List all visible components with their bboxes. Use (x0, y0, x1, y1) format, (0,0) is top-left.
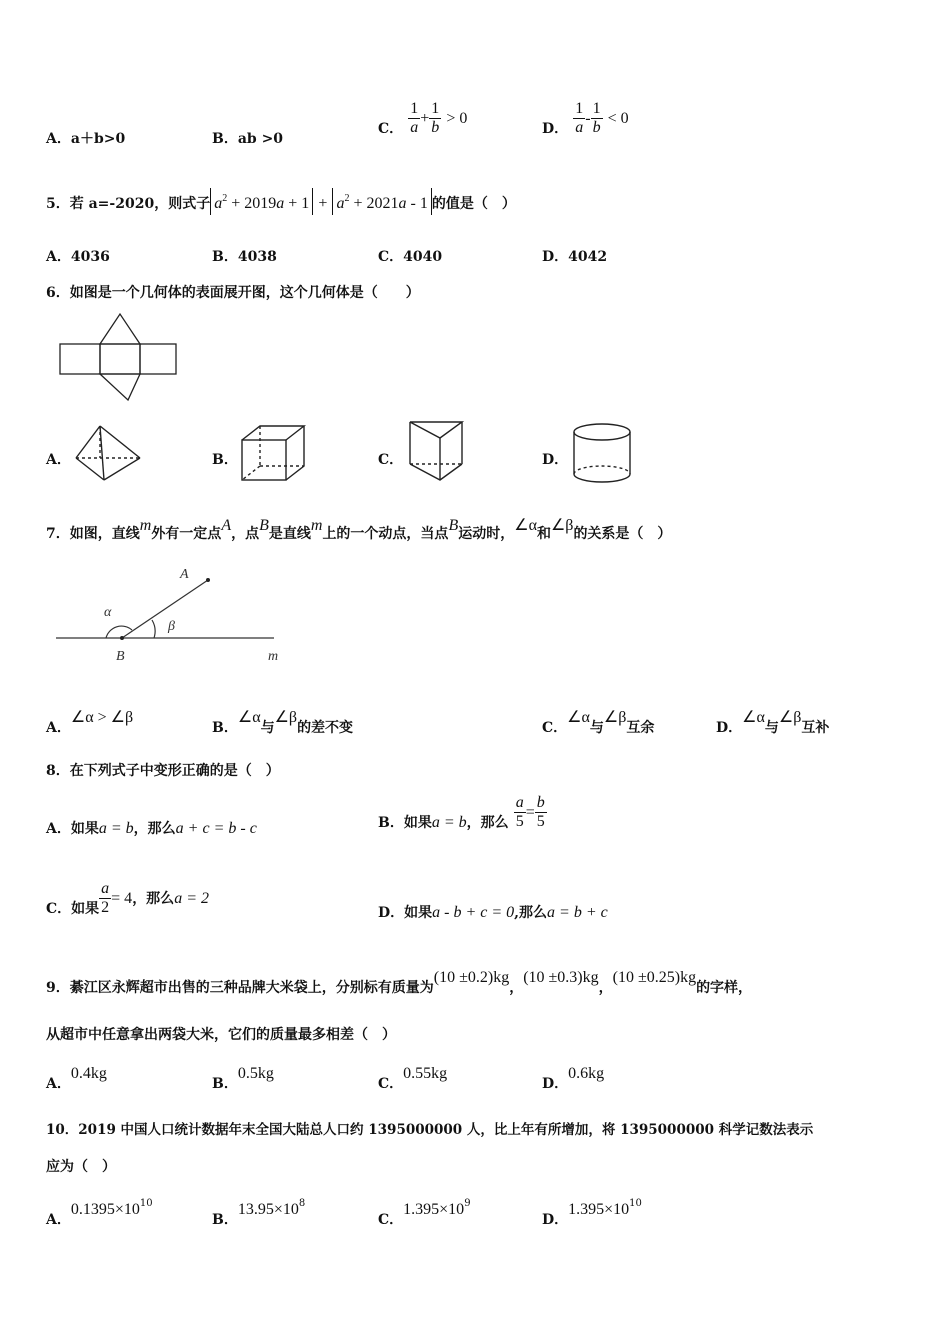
q9-option-c: C．0.55kg (378, 1065, 448, 1092)
triangular-prism-figure (406, 418, 468, 484)
line-m: m (310, 517, 323, 534)
q5-option-d: D．4042 (542, 249, 608, 265)
q5-stem (46, 188, 516, 215)
point-b: B (259, 517, 269, 534)
option-letter: B． (212, 131, 238, 147)
relation: > 0 (446, 110, 468, 127)
net-triangle-bottom (100, 374, 140, 400)
fraction-1-over-a: $\frac{1}{a}$ (575, 100, 584, 136)
q7-stem: 7．如图，直线m外有一定点A，点B是直线m上的一个动点，当点B运动时，∠α和∠β的关系是（ ） (46, 517, 672, 542)
q6-option-a-letter: A． (46, 452, 71, 468)
fraction-1-over-b: $\frac{1}{b}$ (431, 100, 440, 136)
stem-text: 的值是（ ） (431, 196, 516, 212)
q5-option-c: C．4040 (378, 249, 443, 265)
point-b: B (448, 517, 459, 534)
abs-expression-2: $a^2 + 2021a - 1$ (332, 188, 431, 215)
figure-label-m: m (268, 649, 279, 664)
q7-option-c: C．∠α与∠β互余 (542, 709, 655, 736)
q9-option-a: A．0.4kg (46, 1065, 107, 1092)
option-letter: C． (378, 121, 404, 137)
option-letter: A． (46, 131, 71, 147)
plus-sign: + (420, 110, 430, 127)
q8-option-d: D．如果a - b + c = 0,那么a = b + c (378, 904, 608, 921)
q4-option-d (542, 100, 629, 138)
net-triangle-top (100, 314, 140, 344)
q6-stem: 6．如图是一个几何体的表面展开图，这个几何体是（ ） (46, 285, 420, 301)
q8-option-c: C．如果 $\frac{a}{2}$ = 4，那么a = 2 (46, 880, 209, 917)
q7-option-a: A．∠α > ∠β (46, 709, 134, 736)
q7-option-b: B．∠α与∠β的差不变 (212, 709, 354, 736)
line-m: m (139, 517, 152, 534)
q7-option-d: D．∠α与∠β互补 (716, 709, 830, 736)
fraction-1-over-b: $\frac{1}{b}$ (592, 100, 601, 136)
q10-option-c: C．$1.395\times 10^9$ (378, 1198, 471, 1228)
angle-beta: ∠β (550, 517, 574, 534)
relation: < 0 (607, 110, 629, 127)
q6-option-d-letter: D． (542, 452, 569, 468)
q9-stem-line2: 从超市中任意拿出两袋大米，它们的质量最多相差（ ） (46, 1027, 396, 1043)
abs-expression-1: $a^2 + 2019a + 1$ (210, 188, 313, 215)
option-letter: D． (542, 121, 569, 137)
point-a: A (221, 517, 232, 534)
pyramid-figure (74, 424, 144, 484)
plus-sign: + (318, 195, 328, 212)
cube-figure (240, 424, 310, 484)
cylinder-figure (570, 420, 636, 484)
minus-sign: - (585, 110, 591, 127)
q8-option-b: B．如果a = b，那么 $\frac{a}{5}$ = $\frac{b}{5}$ (378, 794, 545, 831)
q6-option-b-letter: B． (212, 452, 238, 468)
point-a-dot (206, 578, 210, 582)
option-text: a＋b>0 (70, 131, 126, 147)
net-square-middle (100, 344, 140, 374)
net-diagram (58, 312, 182, 404)
fraction-1-over-a: $\frac{1}{a}$ (410, 100, 419, 136)
q10-option-d: D．$1.395\times 10^{10}$ (542, 1198, 642, 1228)
q9-stem-line1: 9．綦江区永辉超市出售的三种品牌大米袋上，分别标有质量为(10 ±0.2)kg，(10 ±0.3)kg，(10 ±0.25)kg的字样， (46, 969, 753, 996)
q4-option-c (378, 100, 467, 138)
q5-option-b: B．4038 (212, 249, 277, 265)
q5-option-a: A．4036 (46, 249, 110, 265)
q10-option-a: A．$0.1395\times 10^{10}$ (46, 1198, 153, 1228)
q4-option-b (212, 128, 283, 148)
net-square-left (60, 344, 100, 374)
stem-text: 5．若 a=-2020，则式子 (46, 196, 211, 212)
q8-option-a: A．如果a = b，那么a + c = b - c (46, 820, 257, 837)
figure-label-beta: β (168, 619, 175, 634)
q10-option-b: B．$13.95\times 10^8$ (212, 1198, 306, 1228)
q10-stem-line2: 应为（ ） (46, 1159, 116, 1175)
q9-option-b: B．0.5kg (212, 1065, 274, 1092)
figure-label-alpha: α (104, 605, 112, 620)
option-text: ab >0 (237, 131, 284, 147)
line-angle-figure (56, 564, 286, 674)
q9-option-d: D．0.6kg (542, 1065, 605, 1092)
q4-option-a (46, 128, 125, 148)
point-b-dot (120, 636, 124, 640)
q6-option-c-letter: C． (378, 452, 404, 468)
net-square-right (140, 344, 176, 374)
angle-alpha: ∠α (514, 517, 537, 534)
figure-label-b: B (116, 649, 125, 664)
q8-stem: 8．在下列式子中变形正确的是（ ） (46, 763, 280, 779)
figure-label-a: A (180, 567, 189, 582)
q10-stem-line1: 10．2019 中国人口统计数据年末全国大陆总人口约 1395000000 人，比上年有所增加，将 1395000000 科学记数法表示 (46, 1122, 814, 1138)
